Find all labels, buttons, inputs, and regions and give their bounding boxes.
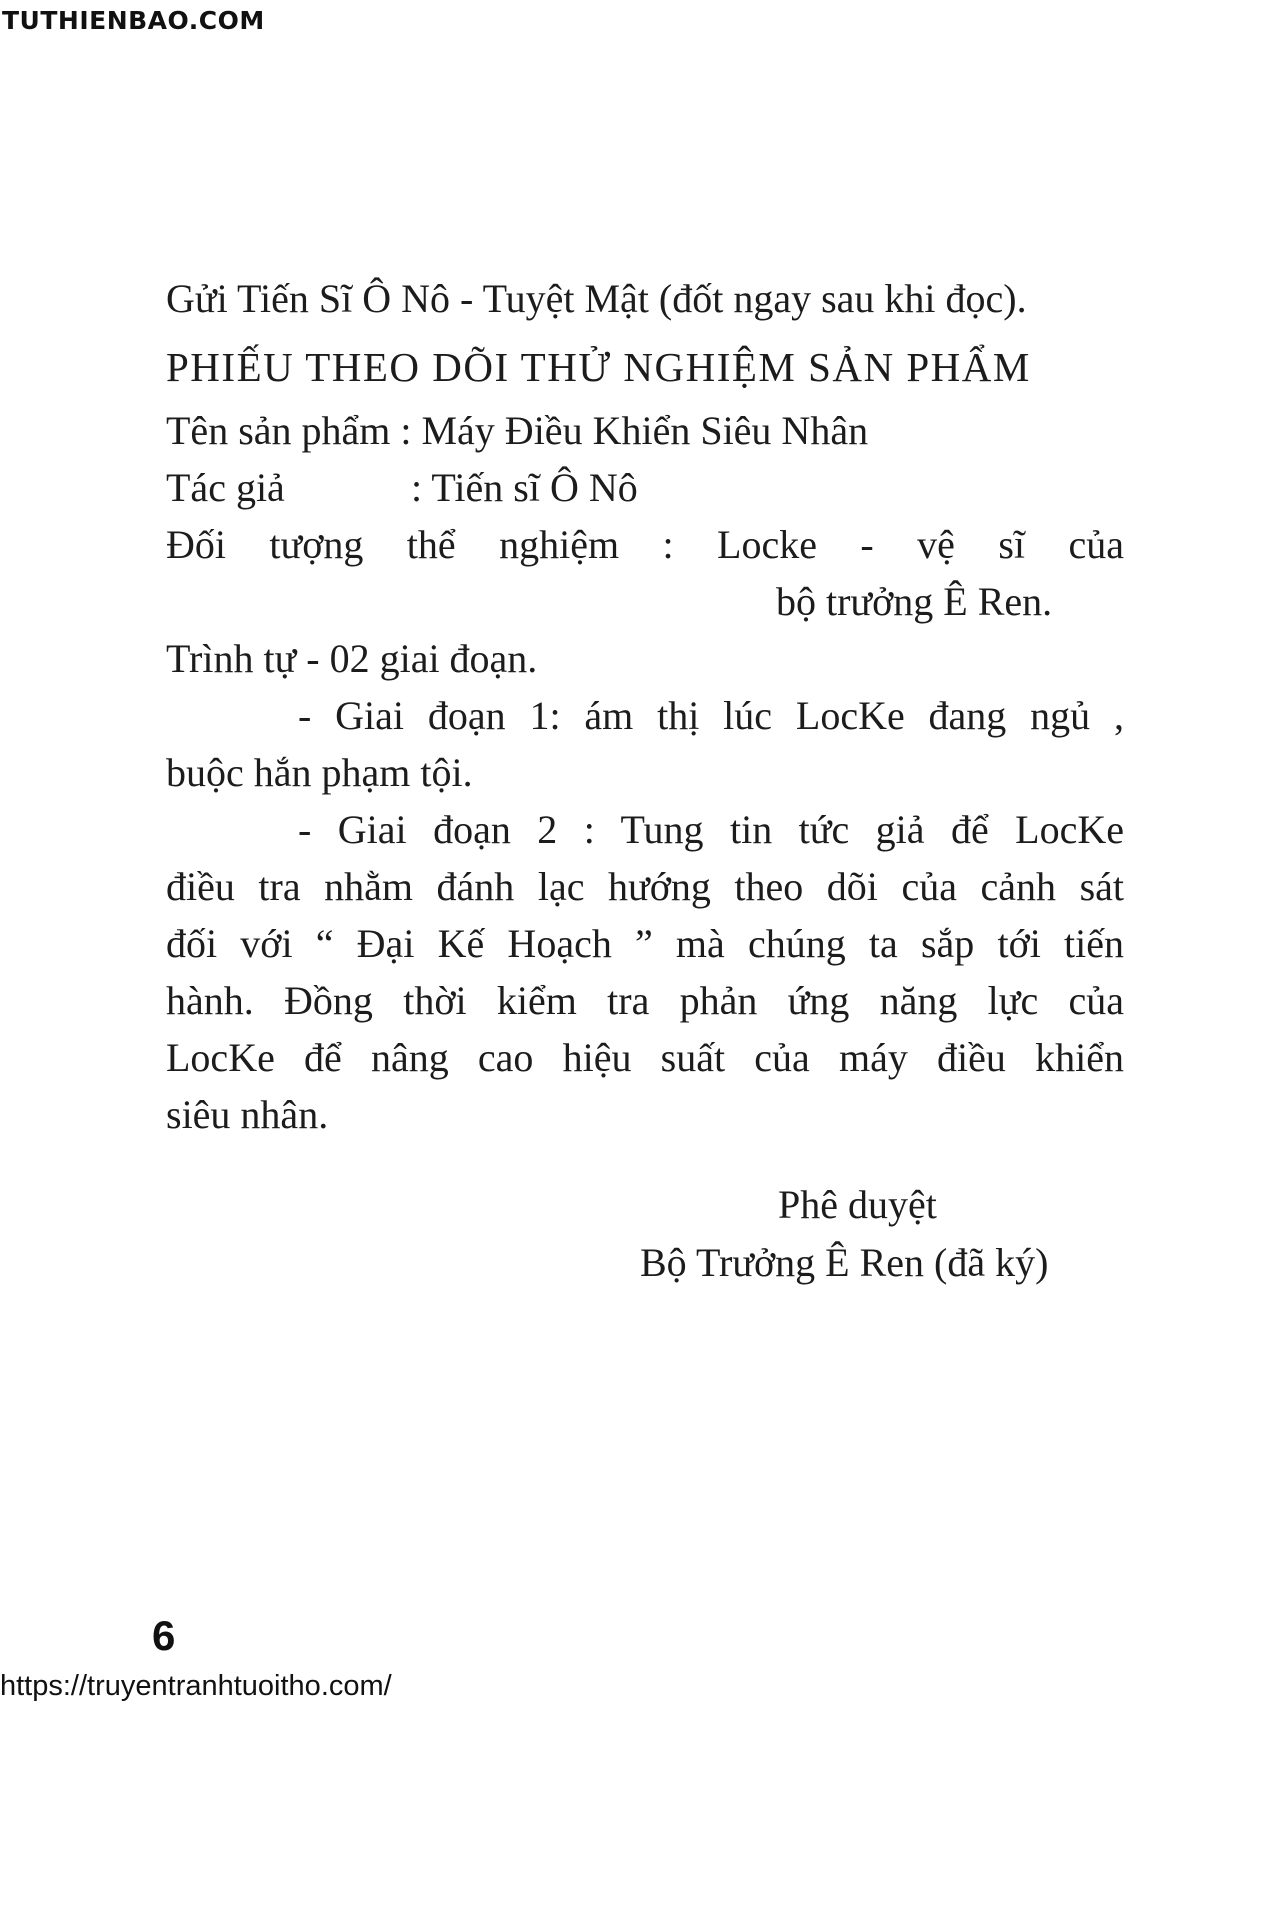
recipient-line: Gửi Tiến Sĩ Ô Nô - Tuyệt Mật (đốt ngay sau khi đọc). bbox=[166, 276, 1027, 321]
subject-word: : bbox=[662, 522, 674, 567]
product-row bbox=[166, 402, 1126, 459]
subject-continuation: bộ trưởng Ê Ren. bbox=[776, 579, 1053, 624]
document-body bbox=[166, 270, 1126, 1143]
stage2-line1: - Giai đoạn 2 : Tung tin tức giả để LocKe bbox=[298, 807, 1124, 852]
subject-word: thể bbox=[406, 522, 456, 567]
subject-row bbox=[166, 516, 1124, 573]
subject-word: - bbox=[860, 522, 874, 567]
author-row bbox=[166, 459, 1126, 516]
subject-word: vệ bbox=[917, 522, 955, 567]
subject-word: Đối bbox=[166, 522, 226, 567]
author-label: Tác giả bbox=[166, 465, 285, 510]
stage2-line2: điều tra nhằm đánh lạc hướng theo dõi của cảnh sát bbox=[166, 864, 1124, 909]
signer-name: Bộ Trưởng Ê Ren (đã ký) bbox=[640, 1240, 1049, 1285]
document-heading: PHIẾU THEO DÕI THỬ NGHIỆM SẢN PHẨM bbox=[166, 344, 1031, 390]
page-number: 6 bbox=[152, 1612, 176, 1659]
product-label: Tên sản phẩm bbox=[166, 408, 391, 453]
stage2-line5: LocKe để nâng cao hiệu suất của máy điều khiển bbox=[166, 1035, 1124, 1080]
subject-word: tượng bbox=[269, 522, 364, 567]
subject-word: của bbox=[1068, 522, 1124, 567]
product-value: : Máy Điều Khiển Siêu Nhân bbox=[400, 408, 869, 453]
stage2-line4: hành. Đồng thời kiểm tra phản ứng năng lực của bbox=[166, 978, 1124, 1023]
procedure-title: Trình tự - 02 giai đoạn. bbox=[166, 636, 538, 681]
subject-word: sĩ bbox=[998, 522, 1026, 567]
author-value: : Tiến sĩ Ô Nô bbox=[411, 465, 638, 510]
stage1-line1: - Giai đoạn 1: ám thị lúc LocKe đang ngủ , bbox=[298, 693, 1124, 738]
stage2-line6: siêu nhân. bbox=[166, 1092, 329, 1137]
source-url-link[interactable]: https://truyentranhtuoitho.com/ bbox=[0, 1670, 392, 1702]
stage1-line2: buộc hắn phạm tội. bbox=[166, 750, 473, 795]
signature-block bbox=[640, 1176, 1048, 1292]
subject-word: Locke bbox=[717, 522, 817, 567]
subject-word: nghiệm bbox=[499, 522, 620, 567]
site-watermark: TUTHIENBAO.COM bbox=[2, 6, 265, 35]
stage2-line3: đối với “ Đại Kế Hoạch ” mà chúng ta sắp tới tiến bbox=[166, 921, 1124, 966]
approval-label: Phê duyệt bbox=[778, 1182, 937, 1227]
